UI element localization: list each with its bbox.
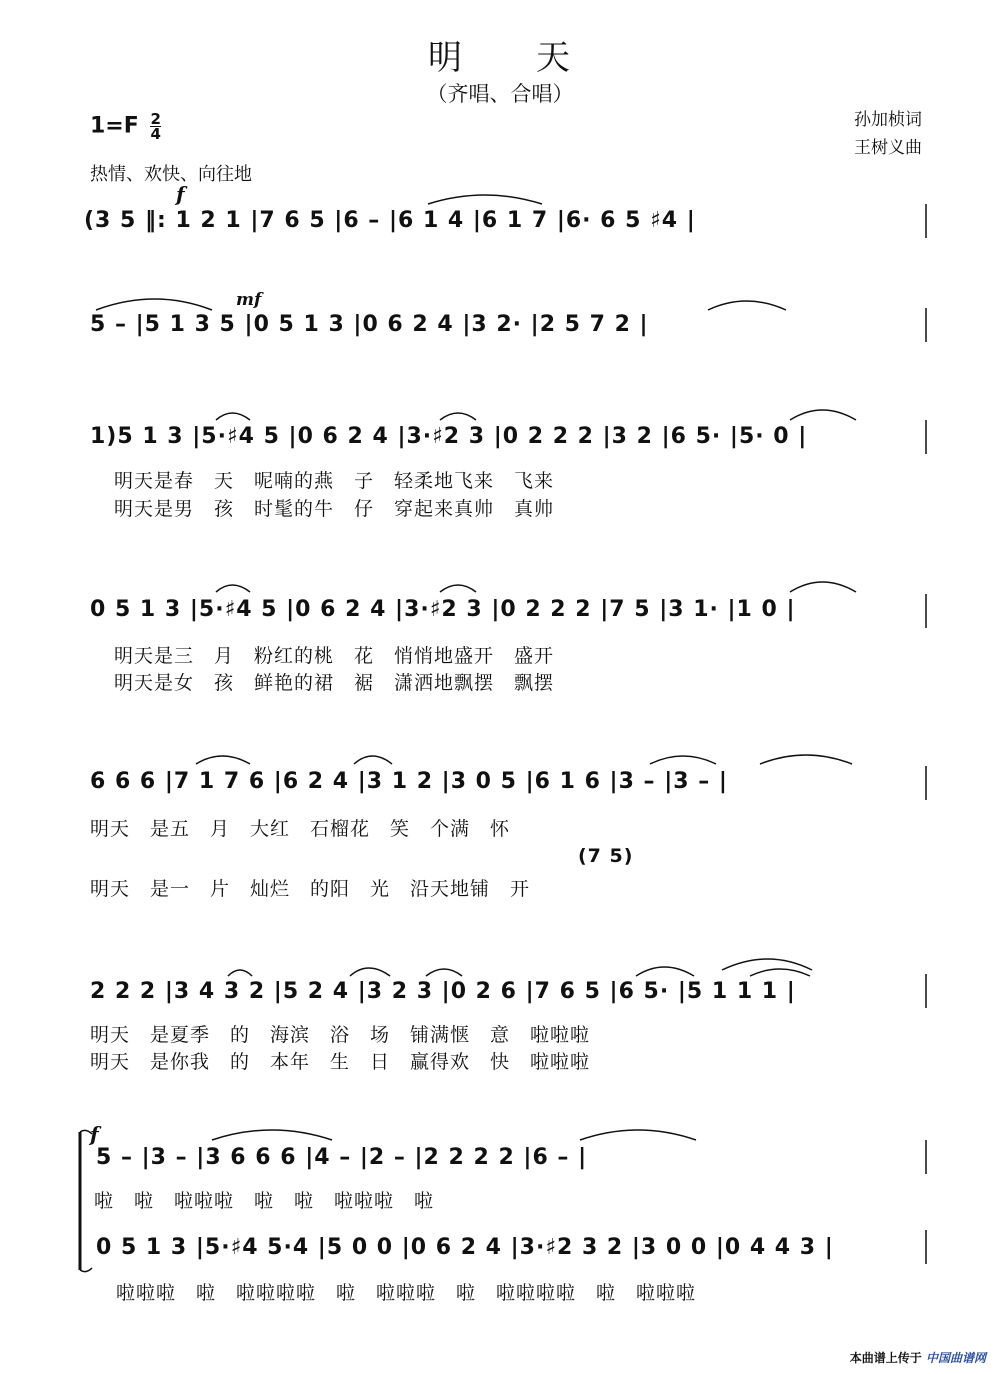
- tie-20: [212, 1130, 332, 1140]
- dynamic-forte-final: f: [90, 1122, 99, 1146]
- tie-15: [350, 968, 390, 976]
- time-top: 2: [150, 110, 161, 128]
- tempo-marking: 热情、欢快、向往地: [90, 164, 252, 185]
- tie-4: [216, 413, 250, 420]
- tie-12: [650, 756, 716, 764]
- tie-18: [722, 959, 812, 970]
- system-5-notes: 6 6 6 |7 1 7 6 |6 2 4 |3 1 2 |3 0 5 |6 1 6 |3 – |3 – |: [90, 769, 728, 794]
- system-6-notes: 2 2 2 |3 4 3 2 |5 2 4 |3 2 3 |0 2 6 |7 6 5 |6 5· |5 1 1 1 |: [90, 979, 796, 1004]
- tie-1: [428, 195, 542, 204]
- system-5-lyric-1: 明天 是五 月 大红 石榴花 笑 个满 怀: [90, 818, 511, 840]
- tie-7: [216, 585, 250, 592]
- tie-3: [708, 301, 786, 310]
- tie-9: [790, 582, 856, 592]
- system-2-notes: 5 – |5 1 3 5 |0 5 1 3 |0 6 2 4 |3 2· |2 5 7 2 |: [90, 312, 649, 337]
- brace-hooks: [80, 1130, 92, 1271]
- system-7-upper-notes: 5 – |3 – |3 6 6 6 |4 – |2 – |2 2 2 2 |6 – |: [96, 1145, 588, 1170]
- system-7-lower-notes: 0 5 1 3 |5·♯4 5·4 |5 0 0 |0 6 2 4 |3·♯2 3 2 |3 0 0 |0 4 4 3 |: [96, 1235, 834, 1260]
- song-title: 明 天: [428, 38, 572, 78]
- footer-credit: [850, 1349, 986, 1366]
- tie-8: [440, 585, 476, 592]
- tie-6: [790, 410, 856, 420]
- site-logo: 中国曲谱网: [925, 1351, 986, 1365]
- tie-14: [228, 970, 252, 976]
- key-text: 1=F: [90, 113, 139, 139]
- system-5-alt-notes: (7 5): [578, 845, 634, 867]
- tie-11: [354, 756, 392, 764]
- tie-17: [636, 967, 694, 976]
- system-4-lyric-2: 明天是女 孩 鲜艳的裙 裾 潇洒地飘摆 飘摆: [114, 672, 555, 694]
- system-5-lyric-2: 明天 是一 片 灿烂 的阳 光 沿天地铺 开: [90, 878, 531, 900]
- time-bottom: 4: [150, 125, 161, 143]
- system-3-lyric-2: 明天是男 孩 时髦的牛 仔 穿起来真帅 真帅: [114, 498, 555, 520]
- composer-credit: 王树义曲: [854, 138, 922, 158]
- footer-text: 本曲谱上传于: [849, 1351, 922, 1365]
- system-6-lyric-2: 明天 是你我 的 本年 生 日 赢得欢 快 啦啦啦: [90, 1051, 591, 1073]
- tie-19: [750, 969, 810, 976]
- system-6-lyric-1: 明天 是夏季 的 海滨 浴 场 铺满惬 意 啦啦啦: [90, 1024, 591, 1046]
- system-7-upper-lyric: 啦 啦 啦啦啦 啦 啦 啦啦啦 啦: [94, 1190, 435, 1212]
- system-3-notes: 1)5 1 3 |5·♯4 5 |0 6 2 4 |3·♯2 3 |0 2 2 2 |3 2 |6 5· |5· 0 |: [90, 424, 808, 449]
- lyricist-credit: 孙加桢词: [854, 110, 922, 130]
- system-3-lyric-1: 明天是春 天 呢喃的燕 子 轻柔地飞来 飞来: [114, 470, 555, 492]
- song-subtitle: （齐唱、合唱）: [426, 82, 574, 106]
- tie-2: [96, 299, 212, 310]
- dynamic-mezzo-forte: mf: [236, 290, 262, 310]
- tie-5: [440, 413, 476, 420]
- system-4-lyric-1: 明天是三 月 粉红的桃 花 悄悄地盛开 盛开: [114, 645, 555, 667]
- tie-10: [196, 756, 250, 764]
- system-7-lower-lyric: 啦啦啦 啦 啦啦啦啦 啦 啦啦啦 啦 啦啦啦啦 啦 啦啦啦: [116, 1282, 697, 1304]
- system-4-notes: 0 5 1 3 |5·♯4 5 |0 6 2 4 |3·♯2 3 |0 2 2 2 |7 5 |3 1· |1 0 |: [90, 597, 796, 622]
- tie-13: [760, 755, 852, 764]
- tie-21: [580, 1130, 696, 1140]
- system-1-notes: (3 5 ‖: 1 2 1 |7 6 5 |6 – |6 1 4 |6 1 7 |6· 6 5 ♯4 |: [84, 208, 696, 233]
- tie-16: [426, 969, 462, 976]
- dynamic-forte: f: [176, 182, 185, 206]
